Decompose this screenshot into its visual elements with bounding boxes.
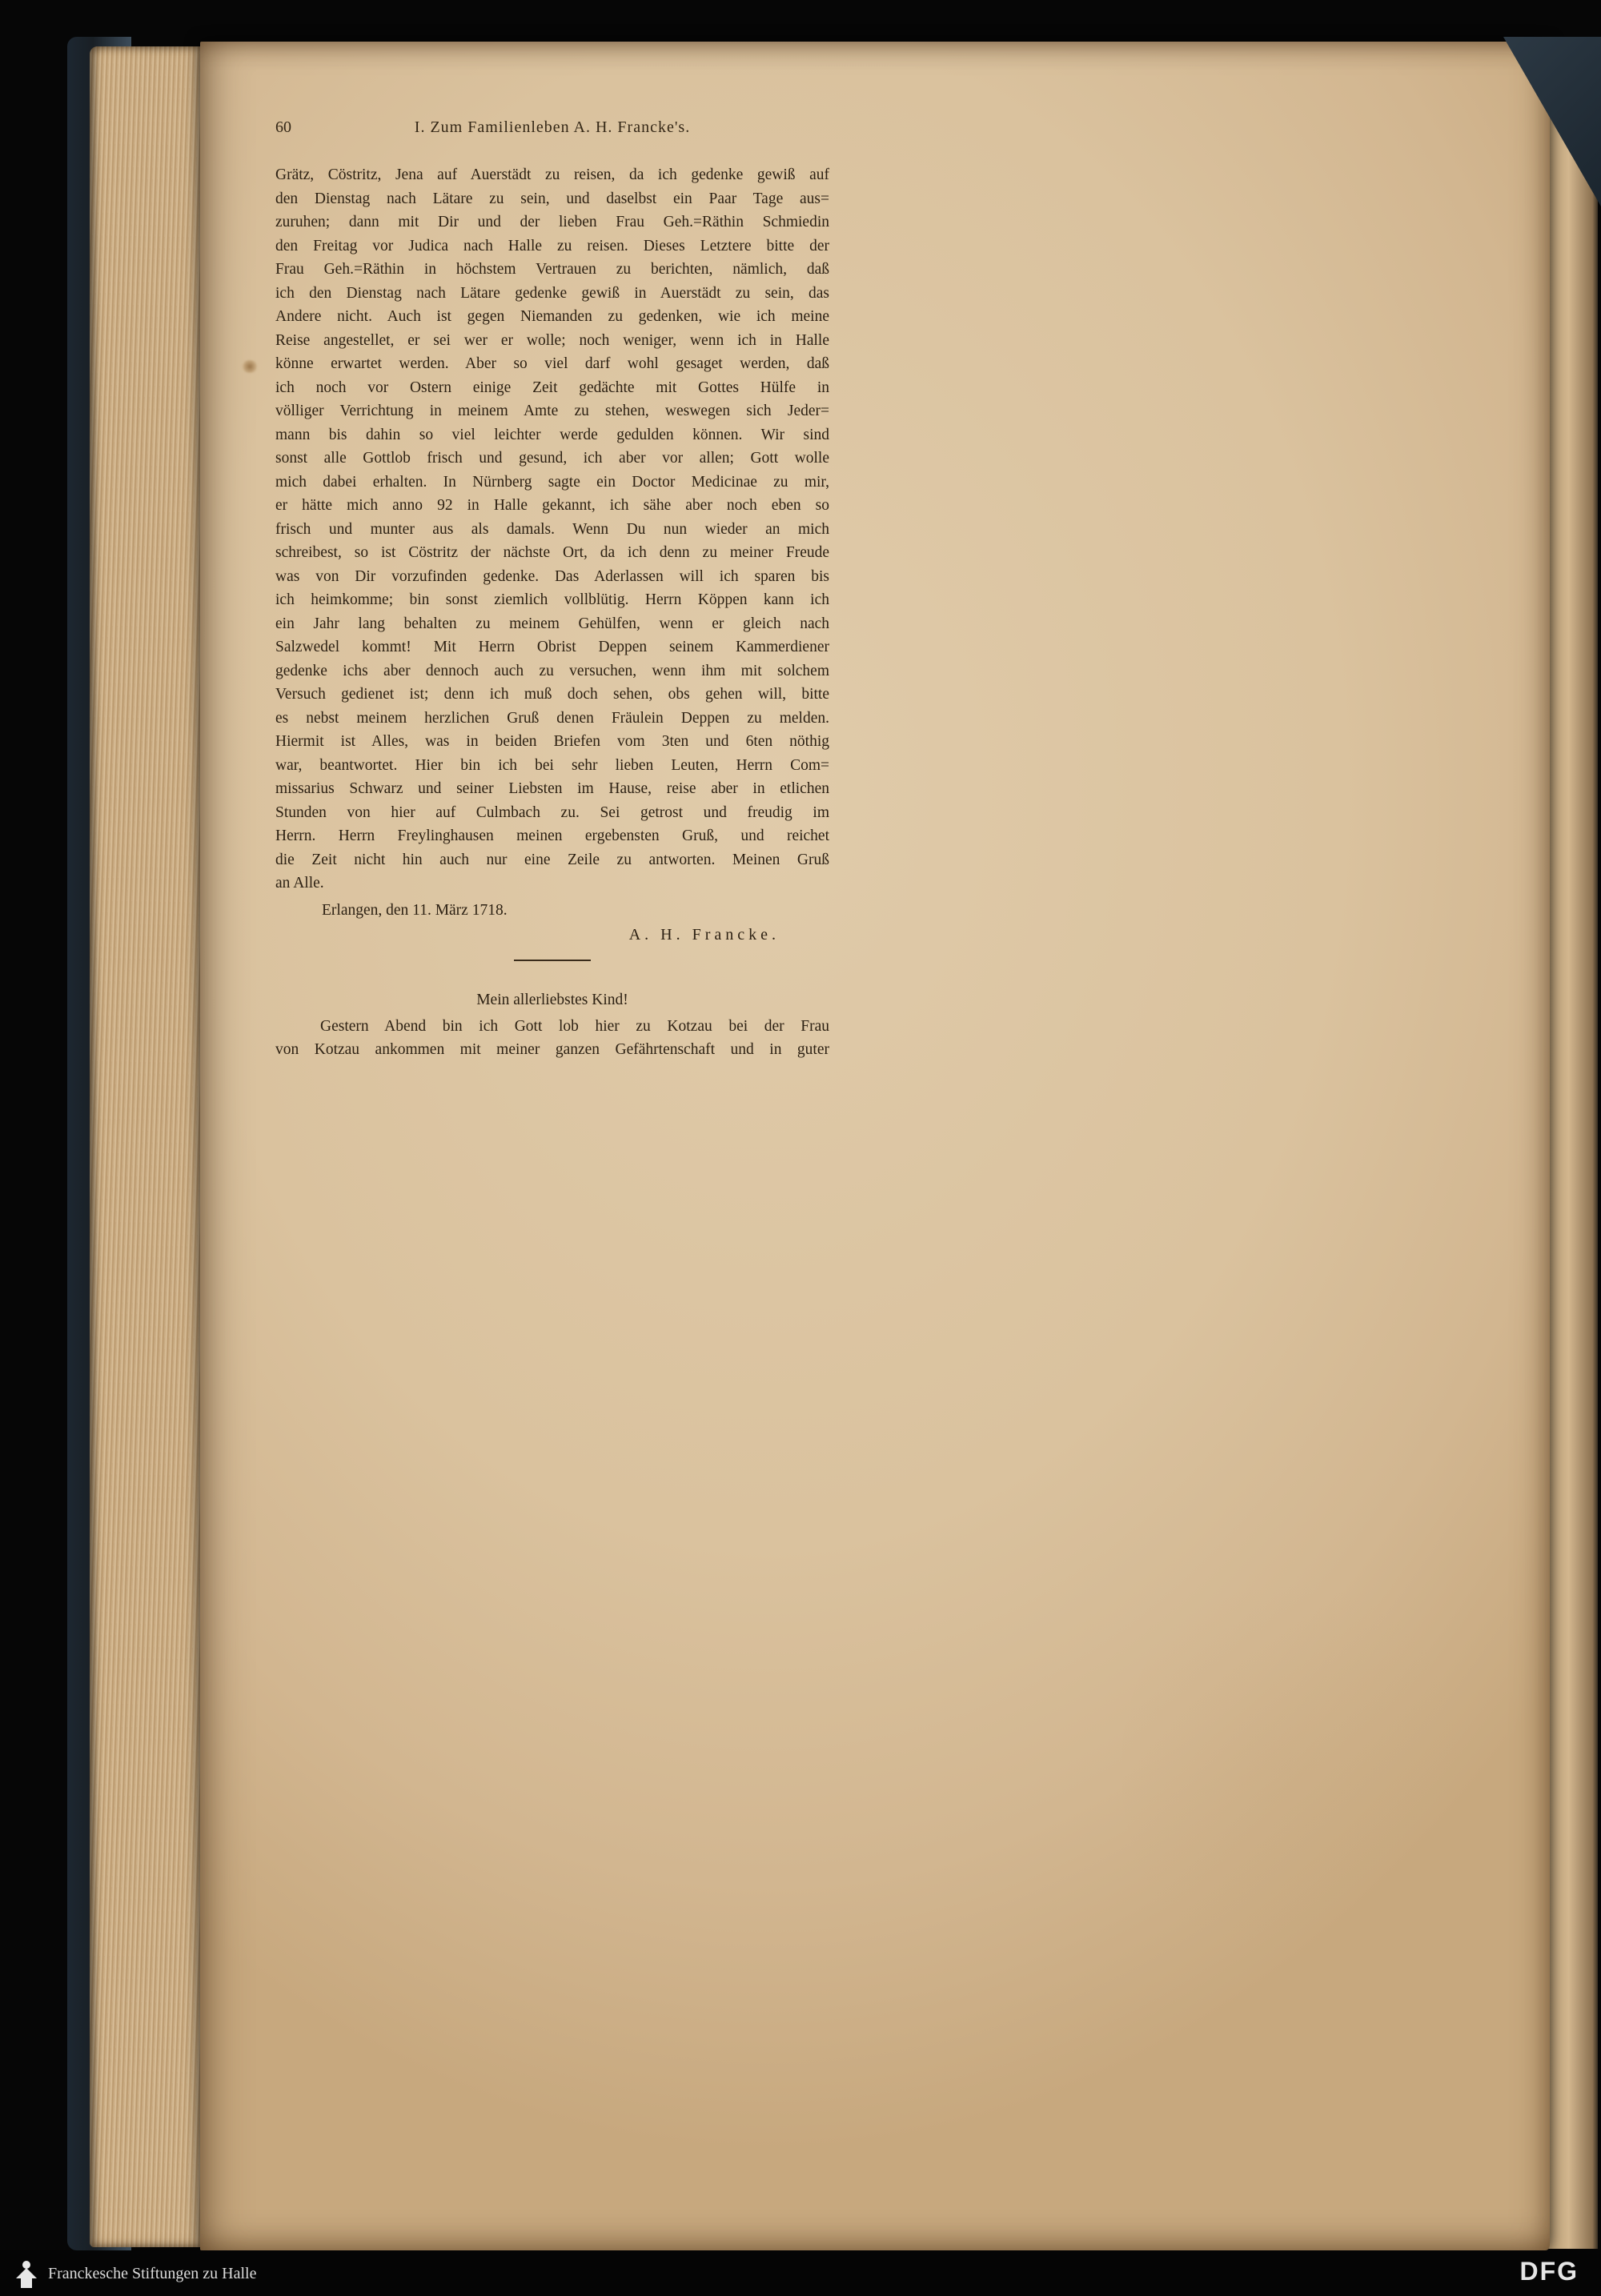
text-line: Andere nicht. Auch ist gegen Niemanden zu gedenken, wie ich meine bbox=[275, 308, 829, 325]
text-line: Herrn. Herrn Freylinghausen meinen ergebensten Gruß, und reichet bbox=[275, 827, 829, 844]
letter-dateline: Erlangen, den 11. März 1718. bbox=[322, 901, 508, 919]
scan-footer-bar bbox=[0, 2250, 1601, 2296]
text-line: völliger Verrichtung in meinem Amte zu stehen, weswegen sich Jeder= bbox=[275, 403, 829, 419]
text-line: den Dienstag nach Lätare zu sein, und daselbst ein Paar Tage aus= bbox=[275, 190, 829, 207]
dfg-logo: DFG bbox=[1519, 2257, 1579, 2286]
text-line: die Zeit nicht hin auch nur eine Zeile zu antworten. Meinen Gruß bbox=[275, 851, 829, 868]
text-line: gedenke ichs aber dennoch auch zu versuchen, wenn ihm mit solchem bbox=[275, 662, 829, 679]
archive-emblem-icon bbox=[13, 2258, 40, 2290]
text-line: Gestern Abend bin ich Gott lob hier zu Kotzau bei der Frau bbox=[320, 1017, 829, 1035]
text-line: ich noch vor Ostern einige Zeit gedächte mit Gottes Hülfe in bbox=[275, 379, 829, 396]
text-line: missarius Schwarz und seiner Liebsten im Hause, reise aber in etlichen bbox=[275, 780, 829, 797]
text-line: sonst alle Gottlob frisch und gesund, ich aber vor allen; Gott wolle bbox=[275, 450, 829, 467]
letter-salutation: Mein allerliebstes Kind! bbox=[476, 991, 628, 1008]
text-line: Stunden von hier auf Culmbach zu. Sei getrost und freudig im bbox=[275, 803, 829, 821]
text-line: Reise angestellet, er sei wer er wolle; noch weniger, wenn ich in Halle bbox=[275, 331, 829, 349]
text-line: er hätte mich anno 92 in Halle gekannt, ich sähe aber noch eben so bbox=[275, 497, 829, 514]
page-number: 60 bbox=[275, 118, 291, 136]
running-header bbox=[275, 118, 829, 141]
text-line: von Kotzau ankommen mit meiner ganzen Gefährtenschaft und in guter bbox=[275, 1041, 829, 1058]
text-line: war, beantwortet. Hier bin ich bei sehr lieben Leuten, Herrn Com= bbox=[275, 756, 829, 774]
text-line: zuruhen; dann mit Dir und der lieben Frau Geh.=Räthin Schmiedin bbox=[275, 214, 829, 230]
franckesche-stiftungen-logo bbox=[13, 2258, 256, 2290]
text-line: könne erwartet werden. Aber so viel darf wohl gesaget werden, daß bbox=[275, 355, 829, 372]
letter2-opening bbox=[275, 1015, 829, 1062]
printed-text-block bbox=[275, 118, 829, 1062]
text-line: ich heimkomme; bin sonst ziemlich vollblütig. Herrn Köppen kann ich bbox=[275, 591, 829, 608]
paragraph-end-line: an Alle. bbox=[275, 875, 324, 892]
archive-logo-label: Franckesche Stiftungen zu Halle bbox=[48, 2264, 257, 2282]
text-line: Frau Geh.=Räthin in höchstem Vertrauen zu berichten, nämlich, daß bbox=[275, 261, 829, 278]
text-line: den Freitag vor Judica nach Halle zu reisen. Dieses Letztere bitte der bbox=[275, 237, 829, 254]
page-stain bbox=[242, 360, 258, 373]
text-line: schreibest, so ist Cöstritz der nächste Ort, da ich denn zu meiner Freude bbox=[275, 544, 829, 561]
text-line: ein Jahr lang behalten zu meinem Gehülfen, wenn er gleich nach bbox=[275, 615, 829, 632]
text-line: Grätz, Cöstritz, Jena auf Auerstädt zu reisen, da ich gedenke gewiß auf bbox=[275, 166, 829, 183]
book-page bbox=[200, 42, 1550, 2250]
page-edges-stack bbox=[90, 46, 211, 2247]
text-line: Salzwedel kommt! Mit Herrn Obrist Deppen seinem Kammerdiener bbox=[275, 639, 829, 655]
section-divider bbox=[514, 960, 591, 961]
page-stain bbox=[1121, 1562, 1457, 1978]
text-line: es nebst meinem herzlichen Gruß denen Fräulein Deppen zu melden. bbox=[275, 709, 829, 727]
running-title: I. Zum Familienleben A. H. Francke's. bbox=[414, 118, 691, 136]
text-line: was von Dir vorzufinden gedenke. Das Aderlassen will ich sparen bis bbox=[275, 567, 829, 585]
adjacent-page-edge bbox=[1545, 42, 1598, 2249]
text-line: mich dabei erhalten. In Nürnberg sagte ein Doctor Medicinae zu mir, bbox=[275, 473, 829, 491]
text-line: Hiermit ist Alles, was in beiden Briefen vom 3ten und 6ten nöthig bbox=[275, 733, 829, 750]
text-line: mann bis dahin so viel leichter werde gedulden können. Wir sind bbox=[275, 426, 829, 443]
letter-signature: A. H. Francke. bbox=[628, 925, 780, 944]
letter-body bbox=[275, 163, 829, 872]
text-line: frisch und munter aus als damals. Wenn Du nun wieder an mich bbox=[275, 520, 829, 538]
text-line: Versuch gedienet ist; denn ich muß doch sehen, obs gehen will, bitte bbox=[275, 686, 829, 703]
text-line: ich den Dienstag nach Lätare gedenke gewiß in Auerstädt zu sein, das bbox=[275, 284, 829, 302]
